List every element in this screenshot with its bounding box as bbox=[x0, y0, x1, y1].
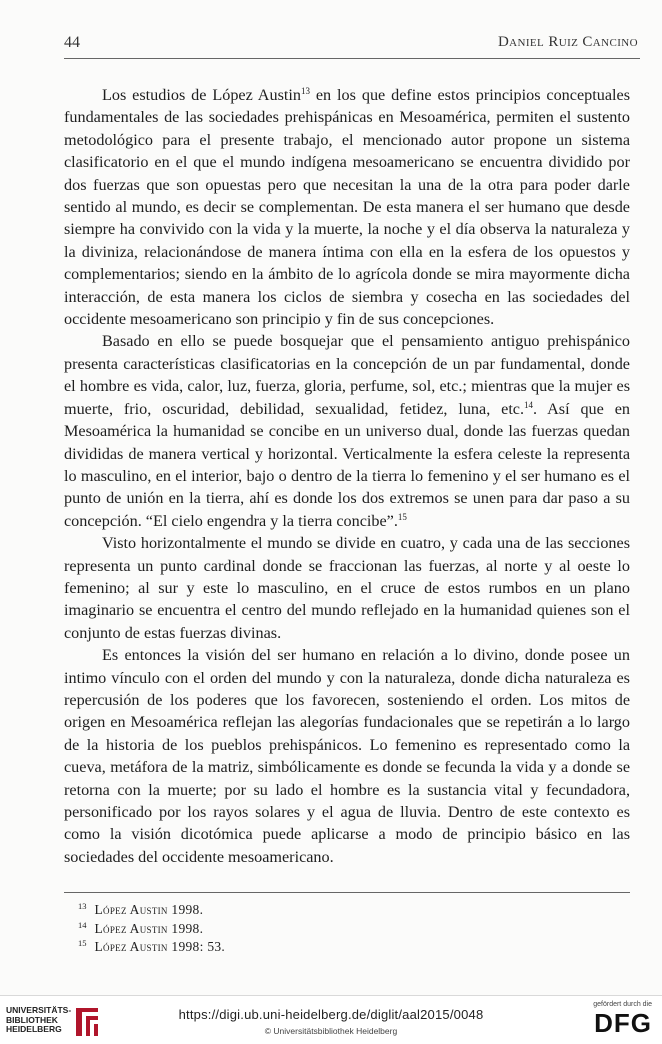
footnote-14: $^{14}$ López Austin 1998. bbox=[78, 919, 204, 936]
paragraph-2: Basado en ello se puede bosquejar que el pensamiento antiguo prehispánico presenta características clasificatorias en la concepción de un par fundamental, donde el hombre es vida, calor, luz, fuerza, gloria, perfume, sol, etc.; mientras que la mujer es muerte, frio, oscuridad, debilidad, sexualidad, fetidez, luna, etc.$^{14}$. Así que en Mesoamérica la humanidad se concibe en un universo dual, donde las fuerzas quedan divididas de manera vertical y horizontal. Verticalmente la esfera celeste la representa lo masculino, en el interior, bajo o dentro de la tierra lo femenino y el ser humano es el punto de unión en la tierra, ahí es donde los dos extremos se unen para dar paso a su concepción. “El cielo engendra y la tierra concibe”.$^{15}$ bbox=[64, 332, 630, 530]
page-number: 44 bbox=[64, 34, 80, 51]
paragraph-4: Es entonces la visión del ser humano en relación a lo divino, donde posee un intimo vínculo con el orden del mundo y con la naturaleza, donde dicha naturaleza es repercusión de los poderes que los favorecen, sosteniendo el orden. Los mitos de origen en Mesoamérica reflejan las alegorías fundacionales que se repetirán a lo largo de la historia de los pueblos prehispánicos. Lo femenino es representado como la cueva, metáfora de la matriz, simbólicamente es donde se fecunda la vida y a donde se retorna con la muerte; por su lado el hombre es la sustancia vital y fecundadora, personificado por los rayos solares y el agua de lluvia. Dentro de este contexto es como la visión dicotómica puede aplicarse a modo de principio básico en las sociedades del occidente mesoamericano. bbox=[64, 646, 630, 866]
footnote-ref-15: 15 bbox=[397, 511, 407, 522]
footnote-ref-13: 13 bbox=[300, 86, 310, 96]
body-text bbox=[64, 84, 630, 868]
footnote-ref-14: 14 bbox=[524, 399, 534, 410]
footnote-15: $^{15}$ López Austin 1998: 53. bbox=[78, 938, 226, 954]
viewer-footer bbox=[0, 995, 662, 1044]
header-rule bbox=[64, 58, 640, 59]
paragraph-1: Los estudios de López Austin$^{13}$ en los que define estos principios conceptuales fundamentales de las sociedades prehispánicas en Mesoamérica, permiten el sustento metodológico para el presente trabajo, el mencionado autor propone un sistema clasificatorio en el que el mundo indígena mesoamericano se encuentra dividido por dos fuerzas que son opuestas pero que necesitan la una de la otra para poder darle sentido al mundo, es decir se complementan. De esta manera el ser humano que desde siempre ha convivido con la vida y la muerte, la noche y el día observa la naturaleza y la diviniza, relacionándose de manera íntima con ella en la esfera de los opuestos y complementarios; siendo en la ámbito de lo agrícola donde se mira mayormente dicha interacción, de esta manera los ciclos de siembra y cosecha en las sociedades del occidente mesoamericano son principio y fin de sus concepciones. bbox=[64, 86, 630, 329]
funder-caption: gefördert durch die bbox=[593, 1001, 652, 1008]
copyright-notice: © Universitätsbibliothek Heidelberg bbox=[264, 1026, 398, 1036]
funder-mark: DFG bbox=[594, 1008, 652, 1038]
dfg-logo[interactable] bbox=[576, 1001, 652, 1041]
paragraph-3: Visto horizontalmente el mundo se divide en cuatro, y cada una de las secciones representa un punto cardinal donde se fraccionan las fuerzas, al norte y al oeste lo femenino; al sur y este lo masculino, en el cruce de estos rumbos en un plano imaginario se encuentra el centro del mundo reflejado en la humanidad quienes son el conjunto de estas fuerzas divinas. bbox=[64, 534, 630, 642]
running-head: Daniel Ruiz Cancino bbox=[497, 34, 638, 50]
footnotes bbox=[64, 892, 630, 957]
permalink-url[interactable]: https://digi.ub.uni-heidelberg.de/diglit/aal2015/0048 bbox=[178, 1007, 484, 1022]
library-name: UNIVERSITÄTS- BIBLIOTHEK HEIDELBERG bbox=[6, 1005, 72, 1034]
footnote-13: $^{13}$ López Austin 1998. bbox=[78, 901, 204, 917]
